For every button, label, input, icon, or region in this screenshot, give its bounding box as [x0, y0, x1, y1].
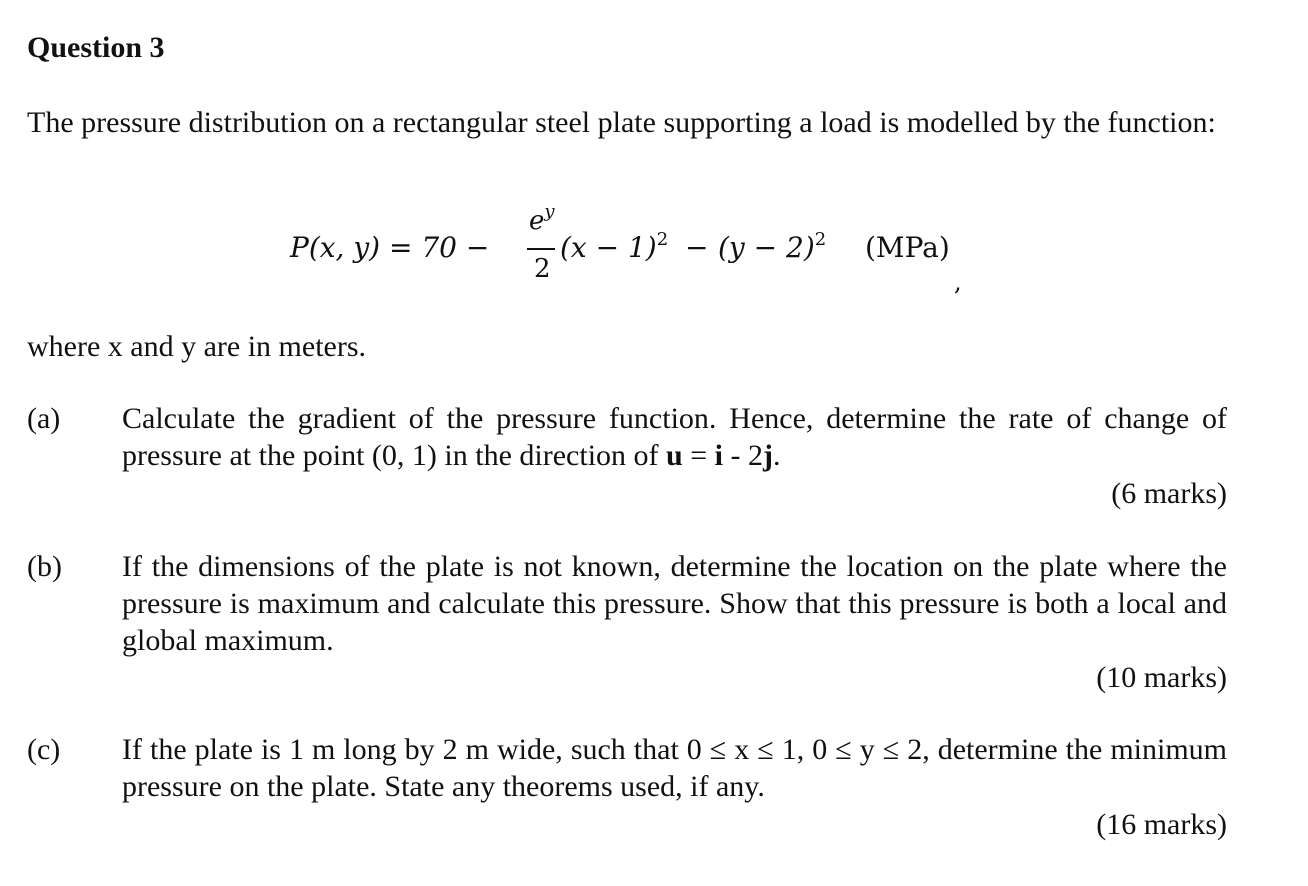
- part-a-label: (a): [27, 402, 61, 435]
- part-b-text: If the dimensions of the plate is not known, determine the location on the plate where the pressure is maximum and calculate this pressure. Show that this pressure is both a local and global maximum.: [122, 550, 1227, 657]
- pressure-equation: [290, 200, 990, 300]
- part-c-marks: (16 marks): [1096, 808, 1227, 841]
- part-c-text: If the plate is 1 m long by 2 m wide, such that 0 ≤ x ≤ 1, 0 ≤ y ≤ 2, determine the minimum pressure on the plate. State any theorems used, if any.: [122, 733, 1227, 803]
- units-note: where x and y are in meters.: [27, 330, 367, 363]
- vector-u: u: [666, 439, 683, 472]
- question-title: Question 3: [27, 31, 165, 64]
- part-b-label: (b): [27, 550, 62, 583]
- fraction-bar: [527, 248, 555, 250]
- equation-trailing-comma: ,: [954, 268, 962, 296]
- part-c-label: (c): [27, 733, 61, 766]
- equation-term2: $(y - 2)^2$: [718, 229, 827, 264]
- fraction-denominator: 2: [534, 254, 551, 284]
- vector-i: i: [714, 439, 723, 472]
- vector-j: j: [762, 439, 773, 472]
- intro-paragraph: The pressure distribution on a rectangular steel plate supporting a load is modelled by the function:: [27, 106, 1216, 139]
- part-b-marks: (10 marks): [1096, 661, 1227, 694]
- equation-lhs: P(x, y) = 70 −: [290, 231, 490, 264]
- part-a-text: Calculate the gradient of the pressure function. Hence, determine the rate of change of pressure at the point (0, 1) in the direction of u = i - 2j.: [122, 402, 1227, 472]
- equation-minus: −: [685, 231, 709, 264]
- fraction-numerator: $e^y$: [529, 201, 555, 236]
- equation-units: (MPa): [865, 231, 950, 264]
- equation-term1: $(x - 1)^2$: [560, 229, 669, 264]
- part-a-marks: (6 marks): [1111, 477, 1227, 510]
